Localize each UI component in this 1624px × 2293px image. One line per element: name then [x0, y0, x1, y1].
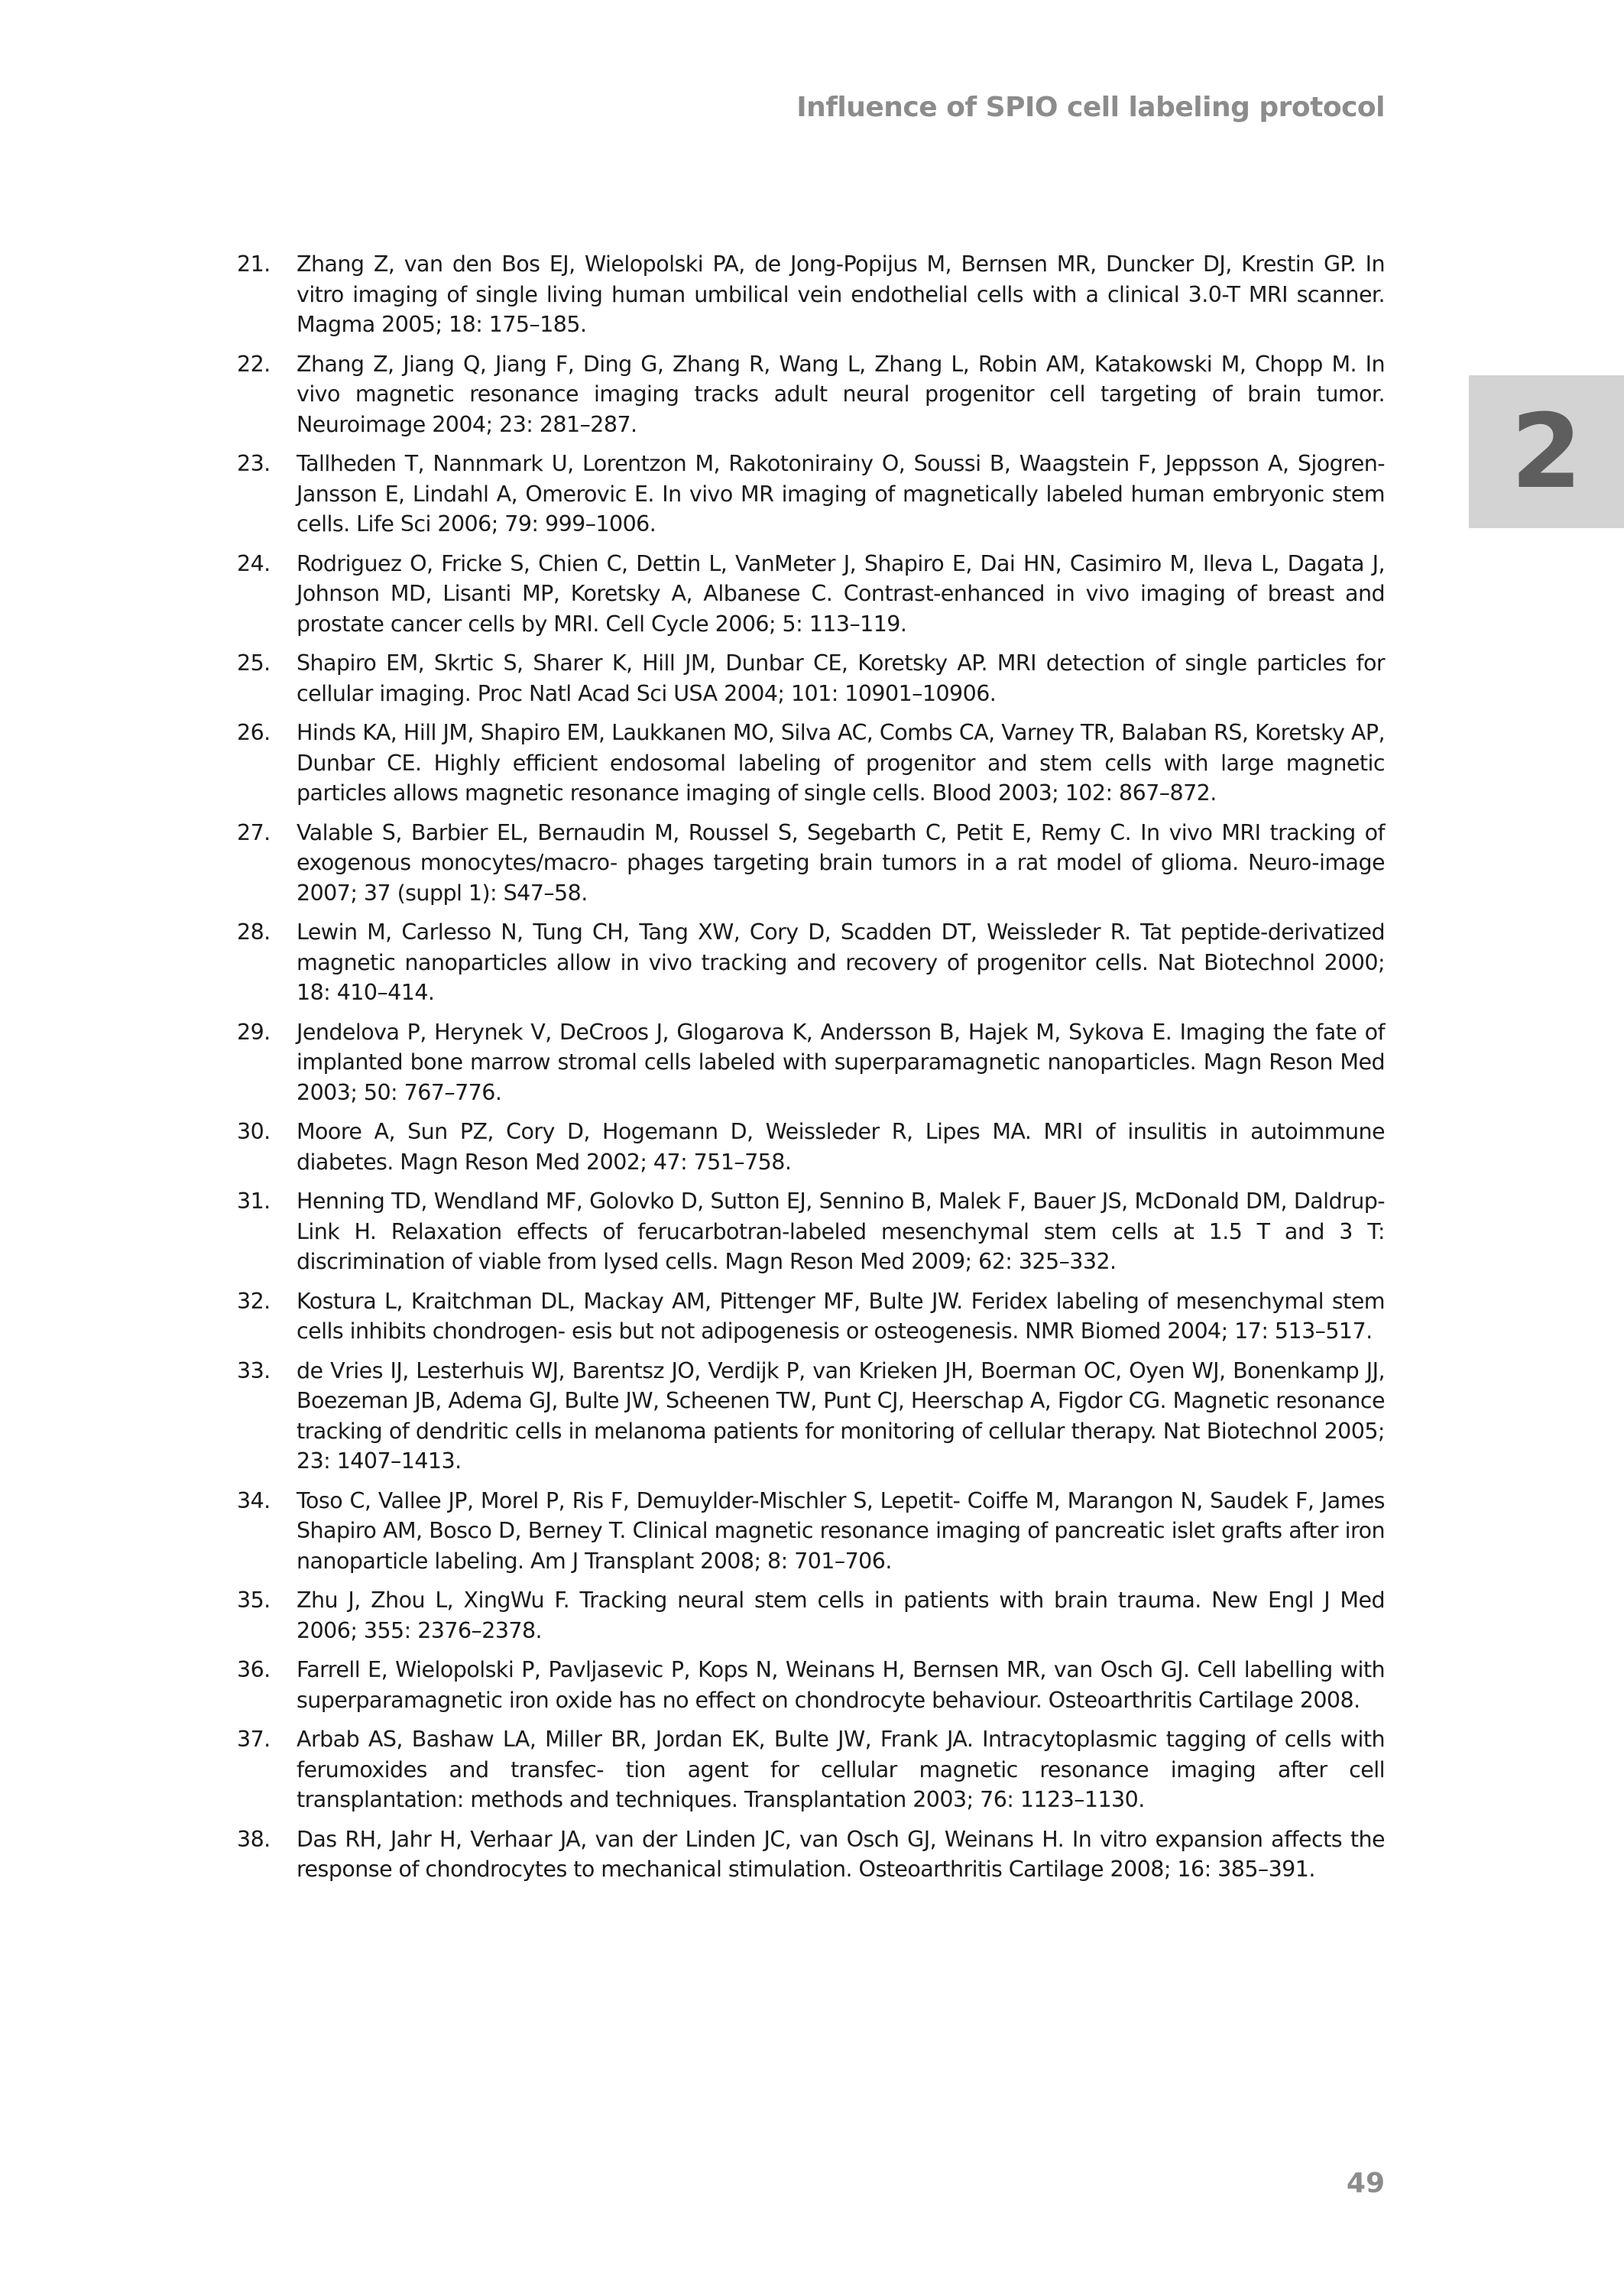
chapter-tab	[1469, 375, 1624, 528]
reference-item	[237, 1724, 1385, 1815]
reference-item	[237, 718, 1385, 809]
reference-text: Farrell E, Wielopolski P, Pavljasevic P, Kops N, Weinans H, Bernsen MR, van Osch GJ. Cell labelling with superparamagnetic iron oxide has no effect on chondrocyte behaviour. Osteoarthritis Cartilage 2008.	[297, 1657, 1385, 1713]
reference-text: Toso C, Vallee JP, Morel P, Ris F, Demuylder-Mischler S, Lepetit- Coiffe M, Marangon N, Saudek F, James Shapiro AM, Bosco D, Berney T. Clinical magnetic resonance imaging of pancreatic islet grafts after iron nanoparticle labeling. Am J Transplant 2008; 8: 701–706.	[297, 1487, 1385, 1574]
reference-text: Arbab AS, Bashaw LA, Miller BR, Jordan EK, Bulte JW, Frank JA. Intracytoplasmic tagging of cells with ferumoxides and transfec- tion agent for cellular magnetic resonance imaging after cell transplantation: methods and techniques. Transplantation 2003; 76: 1123–1130.	[297, 1727, 1385, 1812]
chapter-number: 2	[1510, 392, 1583, 511]
reference-item	[237, 1117, 1385, 1177]
reference-item	[237, 1286, 1385, 1347]
reference-text: Das RH, Jahr H, Verhaar JA, van der Linden JC, van Osch GJ, Weinans H. In vitro expansion affects the response of chondrocytes to mechanical stimulation. Osteoarthritis Cartilage 2008; 16: 385–391.	[297, 1826, 1385, 1882]
reference-number: 30.	[237, 1119, 271, 1144]
reference-item	[237, 1186, 1385, 1277]
page-number: 49	[1346, 2168, 1385, 2199]
reference-text: Valable S, Barbier EL, Bernaudin M, Roussel S, Segebarth C, Petit E, Remy C. In vivo MRI tracking of exogenous monocytes/macro- phages targeting brain tumors in a rat model of glioma. Neuro-image 2007; 37 (suppl 1): S47–58.	[297, 819, 1385, 906]
reference-item	[237, 1017, 1385, 1108]
reference-number: 24.	[237, 550, 271, 576]
reference-number: 32.	[237, 1288, 271, 1314]
reference-item	[237, 648, 1385, 709]
reference-text: Lewin M, Carlesso N, Tung CH, Tang XW, Cory D, Scadden DT, Weissleder R. Tat peptide-derivatized magnetic nanoparticles allow in vivo tracking and recovery of progenitor cells. Nat Biotechnol 2000; 18: 410–414.	[297, 919, 1385, 1005]
reference-item	[237, 249, 1385, 340]
reference-text: de Vries IJ, Lesterhuis WJ, Barentsz JO, Verdijk P, van Krieken JH, Boerman OC, Oyen WJ, Bonenkamp JJ, Boezeman JB, Adema GJ, Bulte JW, Scheenen TW, Punt CJ, Heerschap A, Figdor CG. Magnetic resonance tracking of dendritic cells in melanoma patients for monitoring of cellular therapy. Nat Biotechnol 2005; 23: 1407–1413.	[297, 1357, 1385, 1474]
reference-text: Tallheden T, Nannmark U, Lorentzon M, Rakotonirainy O, Soussi B, Waagstein F, Jeppsson A, Sjogren-Jansson E, Lindahl A, Omerovic E. In vivo MR imaging of magnetically labeled human embryonic stem cells. Life Sci 2006; 79: 999–1006.	[297, 451, 1385, 537]
reference-item	[237, 449, 1385, 540]
reference-number: 27.	[237, 819, 271, 845]
reference-item	[237, 1655, 1385, 1715]
reference-text: Henning TD, Wendland MF, Golovko D, Sutton EJ, Sennino B, Malek F, Bauer JS, McDonald DM, Daldrup-Link H. Relaxation effects of ferucarbotran-labeled mesenchymal stem cells at 1.5 T and 3 T: discrimination of viable from lysed cells. Magn Reson Med 2009; 62: 325–332.	[297, 1189, 1385, 1274]
reference-list	[237, 249, 1385, 1894]
reference-item	[237, 1356, 1385, 1477]
reference-item	[237, 1486, 1385, 1577]
reference-number: 22.	[237, 351, 271, 377]
reference-item	[237, 1585, 1385, 1646]
reference-number: 25.	[237, 650, 271, 676]
reference-text: Moore A, Sun PZ, Cory D, Hogemann D, Weissleder R, Lipes MA. MRI of insulitis in autoimmune diabetes. Magn Reson Med 2002; 47: 751–758.	[297, 1119, 1385, 1175]
reference-text: Kostura L, Kraitchman DL, Mackay AM, Pittenger MF, Bulte JW. Feridex labeling of mesenchymal stem cells inhibits chondrogen- esis but not adipogenesis or osteogenesis. NMR Biomed 2004; 17: 513–517.	[297, 1288, 1385, 1344]
running-header-title: Influence of SPIO cell labeling protocol	[796, 92, 1385, 123]
reference-number: 37.	[237, 1727, 271, 1752]
reference-text: Shapiro EM, Skrtic S, Sharer K, Hill JM, Dunbar CE, Koretsky AP. MRI detection of single particles for cellular imaging. Proc Natl Acad Sci USA 2004; 101: 10901–10906.	[297, 650, 1385, 706]
reference-number: 38.	[237, 1826, 271, 1852]
reference-item	[237, 1824, 1385, 1885]
reference-number: 23.	[237, 451, 271, 476]
reference-text: Rodriguez O, Fricke S, Chien C, Dettin L, VanMeter J, Shapiro E, Dai HN, Casimiro M, Ileva L, Dagata J, Johnson MD, Lisanti MP, Koretsky A, Albanese C. Contrast-enhanced in vivo imaging of breast and prostate cancer cells by MRI. Cell Cycle 2006; 5: 113–119.	[297, 550, 1385, 637]
reference-text: Zhang Z, Jiang Q, Jiang F, Ding G, Zhang R, Wang L, Zhang L, Robin AM, Katakowski M, Chopp M. In vivo magnetic resonance imaging tracks adult neural progenitor cell targeting of brain tumor. Neuroimage 2004; 23: 281–287.	[297, 351, 1385, 437]
reference-item	[237, 917, 1385, 1008]
reference-number: 36.	[237, 1657, 271, 1682]
reference-text: Zhu J, Zhou L, XingWu F. Tracking neural stem cells in patients with brain trauma. New Engl J Med 2006; 355: 2376–2378.	[297, 1588, 1385, 1643]
reference-number: 34.	[237, 1487, 271, 1513]
reference-text: Jendelova P, Herynek V, DeCroos J, Glogarova K, Andersson B, Hajek M, Sykova E. Imaging the fate of implanted bone marrow stromal cells labeled with superparamagnetic nanoparticles. Magn Reson Med 2003; 50: 767–776.	[297, 1019, 1385, 1105]
reference-number: 26.	[237, 720, 271, 745]
reference-number: 31.	[237, 1189, 271, 1214]
reference-number: 21.	[237, 251, 271, 277]
reference-text: Zhang Z, van den Bos EJ, Wielopolski PA, de Jong-Popijus M, Bernsen MR, Duncker DJ, Krestin GP. In vitro imaging of single living human umbilical vein endothelial cells with a clinical 3.0-T MRI scanner. Magma 2005; 18: 175–185.	[297, 251, 1385, 337]
reference-number: 35.	[237, 1588, 271, 1613]
reference-number: 28.	[237, 919, 271, 945]
reference-item	[237, 349, 1385, 440]
reference-item	[237, 818, 1385, 909]
reference-item	[237, 549, 1385, 640]
reference-number: 29.	[237, 1019, 271, 1045]
reference-number: 33.	[237, 1357, 271, 1383]
reference-text: Hinds KA, Hill JM, Shapiro EM, Laukkanen MO, Silva AC, Combs CA, Varney TR, Balaban RS, Koretsky AP, Dunbar CE. Highly efficient endosomal labeling of progenitor and stem cells with large magnetic particles allows magnetic resonance imaging of single cells. Blood 2003; 102: 867–872.	[297, 720, 1385, 806]
